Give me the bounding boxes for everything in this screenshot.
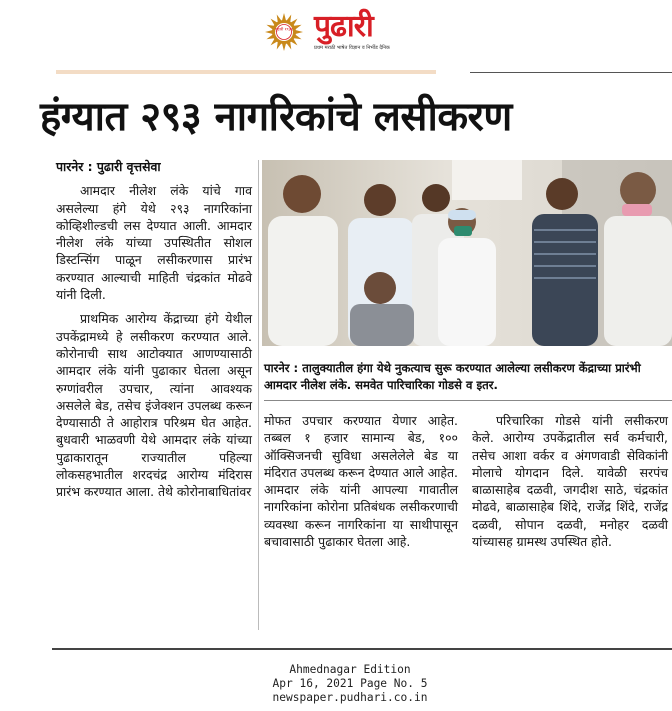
sun-seal-icon — [264, 12, 304, 52]
vaccination-photo-illustration — [262, 160, 672, 346]
column-divider — [258, 160, 259, 630]
seal-text-top: पुढारी १९३९ — [275, 26, 293, 32]
edition-footer — [200, 663, 500, 705]
caption-rule — [264, 400, 672, 401]
photo-caption: पारनेर : तालुक्यातील हंगा येथे नुकत्याच सुरू करण्यात आलेल्या लसीकरण केंद्राच्या प्रारंभी आमदार नीलेश लंके. समवेत पारिचारिका गोडसे व इतर. — [264, 361, 641, 392]
article-column-3 — [472, 412, 668, 550]
article-column-1 — [56, 158, 252, 501]
masthead-logo — [264, 10, 424, 54]
paragraph-1: आमदार नीलेश लंके यांचे गाव असलेल्या हंगे येथे २९३ नागरिकांना कोव्हिशील्डची लस देण्यात आली. आमदार नीलेश लंके यांच्या उपस्थितीत सोशल डिस्टन्सिंग पाळून लसीकरणास प्रारंभ करण्यात आल्याची माहिती चंद्रकांत मोढवे यांनी दिली. — [56, 183, 252, 303]
edition-date-page: Apr 16, 2021 Page No. 5 — [272, 677, 428, 690]
paragraph-2: प्राथमिक आरोग्य केंद्राच्या हंगे येथील उपकेंद्रामध्ये हे लसीकरण करण्यात आले. कोरोनाची साथ आटोक्यात आणण्यासाठी आमदार लंके यांनी पुढाकार घेतला असून रुग्णांवरील उपचार, त्यांना आवश्यक असलेले बेड, तसेच इंजेक्शन उपलब्ध करून देण्यासाठी ते आहोरात्र परिश्रम घेत आहेत. बुधवारी भाळवणी येथे आमदार लंके यांच्या पुढाकारातून राज्यातील पहिल्या लोकसहभातील शरदचंद्र आरोग्य मंदिरास प्रारंभ करण्यात आला. तेथे कोरोनाबाधितांवर — [56, 311, 252, 500]
accent-rule — [56, 70, 436, 74]
edition-website: newspaper.pudhari.co.in — [272, 691, 428, 704]
paragraph-2-continued: मोफत उपचार करण्यात येणार आहेत. तब्बल १ हजार सामान्य बेड, १०० ऑक्सिजनची सुविधा असलेलेले बेड या मंदिरात उपलब्ध करून देण्यात आले आहेत. आमदार लंके यांनी आपल्या गावातील नागरिकांना कोरोना प्रतिबंधक लसीकरणाची व्यवस्था करून नागरिकांना या साथीपासून बचावासाठी पुढाकार घेतला आहे. — [264, 413, 458, 550]
paragraph-3: परिचारिका गोडसे यांनी लसीकरण केले. आरोग्य उपकेंद्रातील सर्व कर्मचारी, तसेच आशा वर्कर व अंगणवाडी सेविकांनी मोलाचे योगदान दिले. यावेळी सरपंच बाळासाहेब दळवी, जगदीश साठे, चंद्रकांत मोढवे, बाळासाहेब शिंदे, राजेंद्र शिंदे, राजेंद्र दळवी, सोपान दळवी, मनोहर दळवी यांच्यासह ग्रामस्थ उपस्थित होते. — [472, 413, 668, 550]
header-divider — [470, 72, 672, 73]
headline: हंग्यात २९३ नागरिकांचे लसीकरण — [40, 94, 512, 140]
footer-rule — [52, 648, 672, 650]
edition-name: Ahmednagar Edition — [289, 663, 411, 676]
news-photo — [262, 160, 672, 346]
masthead-name: पुढारी — [314, 9, 373, 44]
byline: पारनेर : पुढारी वृत्तसेवा — [56, 159, 161, 174]
article-column-2 — [264, 412, 458, 550]
masthead-tagline: प्रथम मराठी भाषेत विज्ञान व निर्भीड दैनिक — [314, 45, 390, 51]
